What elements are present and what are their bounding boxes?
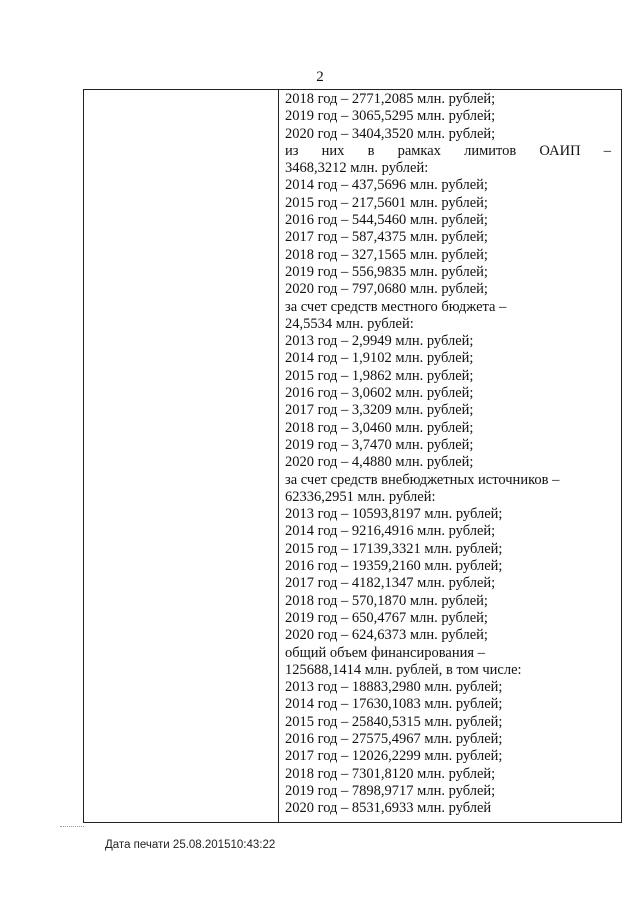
financing-line: 2016 год – 3,0602 млн. рублей; [285,385,474,402]
financing-table [83,89,622,823]
financing-line: 2013 год – 10593,8197 млн. рублей; [285,506,503,523]
financing-line: 2018 год – 7301,8120 млн. рублей; [285,765,496,782]
financing-line: 2015 год – 1,9862 млн. рублей; [285,367,474,384]
financing-line: 2020 год – 3404,3520 млн. рублей; [285,125,496,142]
financing-line: 2020 год – 797,0680 млн. рублей; [285,281,488,298]
financing-line: 2019 год – 7898,9717 млн. рублей; [285,782,496,799]
table-right-cell [285,91,611,817]
financing-line: за счет средств местного бюджета – [285,298,507,315]
financing-line: 2015 год – 25840,5315 млн. рублей; [285,713,503,730]
page-number: 2 [316,69,324,85]
financing-line: 2020 год – 4,4880 млн. рублей; [285,454,474,471]
financing-line: 2016 год – 544,5460 млн. рублей; [285,212,488,229]
justified-word: – [603,142,611,159]
financing-lines-rest [285,160,611,817]
table-column-divider [278,90,279,822]
financing-line: 2019 год – 3,7470 млн. рублей; [285,436,474,453]
financing-line: 2016 год – 27575,4967 млн. рублей; [285,730,503,747]
financing-line: 2013 год – 18883,2980 млн. рублей; [285,679,503,696]
oaip-limits-line [285,143,611,160]
financing-line: 2020 год – 624,6373 млн. рублей; [285,627,488,644]
justified-word: в [367,142,375,159]
print-date-footer: Дата печати 25.08.201510:43:22 [105,839,276,851]
financing-line: 2015 год – 17139,3321 млн. рублей; [285,540,503,557]
financing-line: 2014 год – 9216,4916 млн. рублей; [285,523,496,540]
financing-line: 2019 год – 556,9835 млн. рублей; [285,263,488,280]
justified-word: рамках [397,142,441,159]
justified-word: лимитов [464,142,517,159]
financing-line: за счет средств внебюджетных источников – [285,471,560,488]
financing-line: 2017 год – 3,3209 млн. рублей; [285,402,474,419]
financing-line: 2015 год – 217,5601 млн. рублей; [285,194,488,211]
financing-line: 2014 год – 437,5696 млн. рублей; [285,177,488,194]
financing-line: 125688,1414 млн. рублей, в том числе: [285,661,522,678]
financing-line: 2017 год – 587,4375 млн. рублей; [285,229,488,246]
financing-line: 2017 год – 12026,2299 млн. рублей; [285,748,503,765]
financing-line: 2013 год – 2,9949 млн. рублей; [285,333,474,350]
financing-line: 2017 год – 4182,1347 млн. рублей; [285,575,496,592]
financing-lines-top [285,91,611,143]
financing-line: 2019 год – 650,4767 млн. рублей; [285,609,488,626]
financing-line: 2019 год – 3065,5295 млн. рублей; [285,108,496,125]
financing-line: 2018 год – 570,1870 млн. рублей; [285,592,488,609]
financing-line: 2018 год – 3,0460 млн. рублей; [285,419,474,436]
financing-line: 2014 год – 17630,1083 млн. рублей; [285,696,503,713]
justified-word: из [285,142,299,159]
justified-word: ОАИП [539,142,581,159]
financing-line: 3468,3212 млн. рублей: [285,160,429,177]
justified-word: них [321,142,345,159]
financing-line: 24,5534 млн. рублей: [285,315,414,332]
financing-line: общий объем финансирования – [285,644,485,661]
financing-line: 2016 год – 19359,2160 млн. рублей; [285,558,503,575]
financing-line: 2020 год – 8531,6933 млн. рублей [285,800,492,817]
financing-line: 2018 год – 2771,2085 млн. рублей; [285,91,496,107]
financing-line: 2018 год – 327,1565 млн. рублей; [285,246,488,263]
scan-artifact [60,826,84,827]
financing-line: 62336,2951 млн. рублей: [285,488,436,505]
financing-line: 2014 год – 1,9102 млн. рублей; [285,350,474,367]
